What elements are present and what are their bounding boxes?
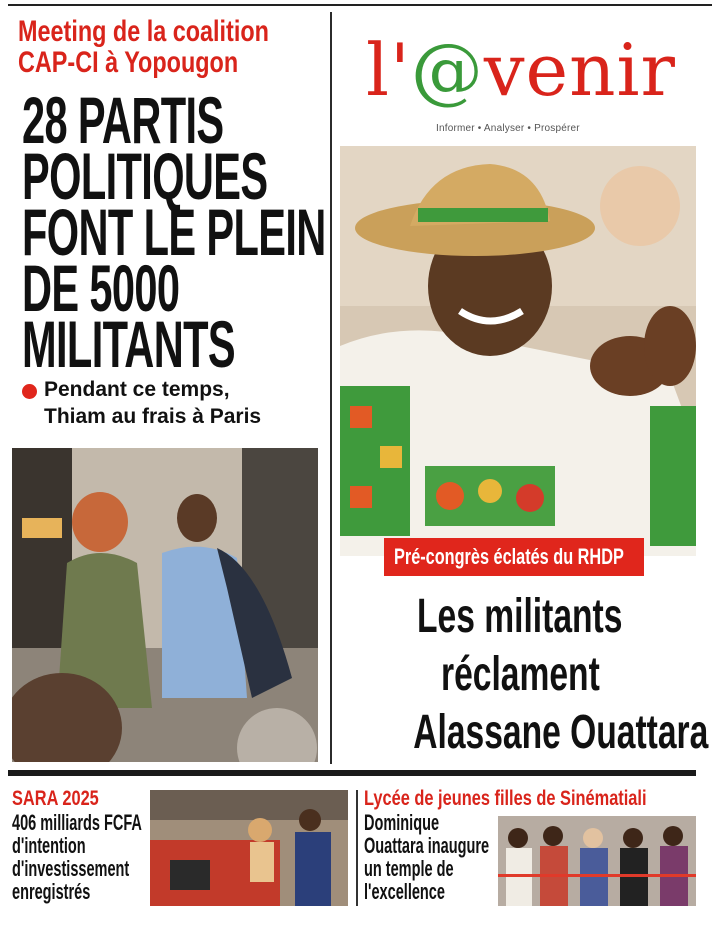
- left-story-photo: [12, 448, 318, 762]
- masthead-logo-suffix: venir: [483, 28, 676, 112]
- left-headline-line-3: FONT LE PLEIN: [22, 195, 326, 269]
- masthead-logo: [366, 28, 676, 112]
- bottom-story-1-kicker: SARA 2025: [12, 787, 99, 810]
- main-headline-line-2: [350, 646, 690, 704]
- bottom-rule: [8, 770, 696, 776]
- masthead-tagline: Informer • Analyser • Prospérer: [436, 123, 580, 134]
- bottom-2-title-line-1: Dominique: [364, 810, 440, 835]
- subhead-line-1: Pendant ce temps,: [44, 378, 230, 401]
- bottom-story-2-title: [364, 811, 489, 903]
- left-headline-line-2: POLITIQUES: [22, 139, 268, 213]
- red-bullet-icon: [22, 384, 37, 399]
- bottom-1-title-line-4: enregistrés: [12, 879, 91, 904]
- masthead-logo-at: @: [410, 28, 484, 112]
- column-rule: [330, 12, 332, 764]
- bottom-1-title-line-2: d'intention: [12, 833, 86, 858]
- left-story-subhead: [44, 376, 261, 430]
- subhead-line-2: Thiam au frais à Paris: [44, 405, 262, 428]
- main-headline-line-1-text: Les militants: [417, 590, 623, 643]
- main-story-photo: [340, 146, 696, 556]
- main-headline-line-3-text: Alassane Ouattara: [413, 706, 709, 759]
- left-story-headline: [22, 83, 326, 381]
- main-headline-line-3: [350, 704, 709, 762]
- left-story-kicker: [18, 16, 269, 78]
- main-headline-line-2-text: réclament: [440, 648, 600, 701]
- main-headline-line-1: [350, 588, 690, 646]
- left-headline-line-5: MILITANTS: [22, 307, 235, 381]
- masthead-logo-prefix: l': [366, 28, 411, 112]
- bottom-1-title-line-1: 406 milliards FCFA: [12, 810, 142, 835]
- bottom-2-title-line-4: l'excellence: [364, 879, 445, 904]
- left-kicker-line-1: Meeting de la coalition: [18, 15, 269, 48]
- bottom-1-title-line-3: d'investissement: [12, 856, 130, 881]
- top-rule: [8, 4, 712, 6]
- bottom-story-2-kicker: Lycée de jeunes filles de Sinématiali: [364, 787, 647, 810]
- bottom-story-1-title: [12, 811, 142, 903]
- bottom-story-1-photo: [150, 790, 348, 906]
- left-headline-line-4: DE 5000: [22, 251, 180, 325]
- bottom-2-title-line-2: Ouattara inaugure: [364, 833, 490, 858]
- bottom-story-2-photo: [498, 816, 696, 906]
- left-kicker-line-2: CAP-CI à Yopougon: [18, 46, 239, 79]
- bottom-divider: [356, 790, 358, 906]
- left-headline-line-1: 28 PARTIS: [22, 83, 224, 157]
- bottom-2-title-line-3: un temple de: [364, 856, 454, 881]
- main-story-label: Pré-congrès éclatés du RHDP: [394, 544, 624, 569]
